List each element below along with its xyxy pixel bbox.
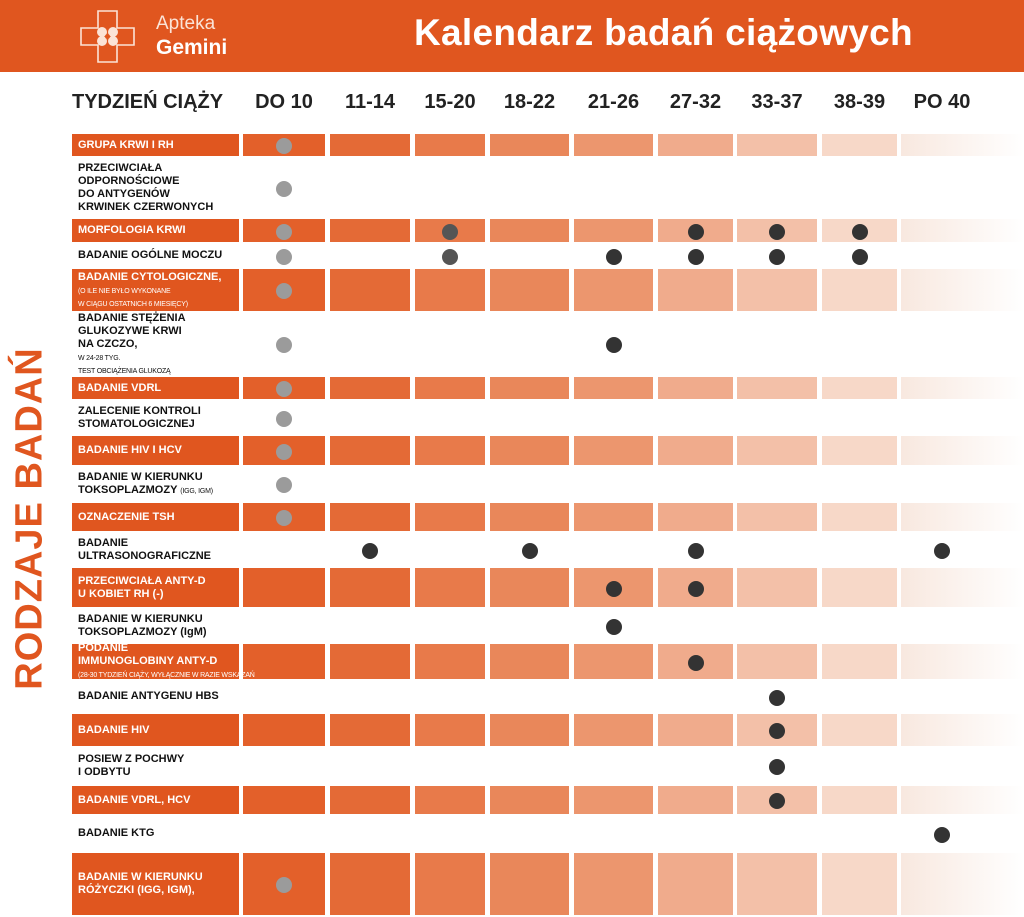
exam-row <box>0 786 1024 816</box>
exam-name: OZNACZENIE TSH <box>78 510 175 523</box>
exam-row <box>0 158 1024 219</box>
week-cell <box>490 786 569 814</box>
week-cell <box>415 269 485 311</box>
exam-label <box>72 134 239 156</box>
exam-label <box>72 313 239 375</box>
exam-note: (28-30 TYDZIEŃ CIĄŻY, WYŁĄCZNIE W RAZIE WSKAZAŃ <box>78 672 255 679</box>
exam-row <box>0 568 1024 609</box>
header-bar <box>0 0 1024 72</box>
exam-marker-dot <box>276 249 292 265</box>
exam-name: BADANIE VDRL <box>78 381 162 394</box>
exam-name: BADANIE W KIERUNKU TOKSOPLAZMOZY <box>78 471 203 496</box>
week-cell <box>658 853 733 915</box>
exam-marker-dot <box>606 581 622 597</box>
column-header: 15-20 <box>424 91 476 113</box>
exam-marker-dot <box>276 337 292 353</box>
week-cell <box>415 644 485 679</box>
exam-marker-dot <box>769 224 785 240</box>
column-header: 18-22 <box>503 91 556 113</box>
week-cell <box>330 503 410 531</box>
week-cell <box>737 644 817 679</box>
week-cell <box>658 786 733 814</box>
exam-name: BADANIE HIV <box>78 723 150 736</box>
week-cell <box>658 503 733 531</box>
exam-name: PODANIE IMMUNOGLOBINY ANTY-D <box>78 642 218 667</box>
week-cell <box>415 568 485 607</box>
week-cell <box>737 377 817 399</box>
side-label: RODZAJE BADAŃ <box>8 347 51 690</box>
exam-row <box>0 467 1024 503</box>
week-cell <box>415 436 485 465</box>
week-cell <box>901 568 1024 607</box>
exam-name: BADANIE W KIERUNKU TOKSOPLAZMOZY (IgM) <box>78 612 207 638</box>
week-cell <box>822 786 897 814</box>
week-cell <box>490 269 569 311</box>
week-cell <box>490 568 569 607</box>
logo-text-bottom: Gemini <box>156 36 228 59</box>
week-cell <box>822 568 897 607</box>
exam-label <box>72 244 239 267</box>
week-cell <box>243 786 325 814</box>
exam-name: BADANIE STĘŻENIA GLUKOZYWE KRWI NA CZCZO, <box>78 311 186 350</box>
week-cell <box>901 219 1024 242</box>
week-cell <box>330 134 410 156</box>
week-cell <box>330 714 410 746</box>
exam-name: POSIEW Z POCHWY I ODBYTU <box>78 753 185 778</box>
column-header: 11-14 <box>344 91 396 113</box>
exam-note: W 24-28 TYG. TEST OBCIĄŻENIA GLUKOZĄ <box>78 354 171 375</box>
exam-label <box>72 219 239 242</box>
exam-name: BADANIE ANTYGENU HBS <box>78 690 219 702</box>
week-cell <box>415 714 485 746</box>
week-cell <box>574 134 653 156</box>
week-cell <box>574 786 653 814</box>
exam-name: BADANIE W KIERUNKU RÓŻYCZKI (IGG, IGM), <box>78 871 203 896</box>
exam-name: PRZECIWCIAŁA ANTY-D U KOBIET RH (-) <box>78 574 206 600</box>
exam-label <box>72 377 239 399</box>
week-cell <box>658 436 733 465</box>
exam-label <box>72 642 255 679</box>
column-header: 27-32 <box>669 91 722 113</box>
week-cell <box>574 714 653 746</box>
week-cell <box>330 644 410 679</box>
pharmacy-cross-logo-icon <box>80 10 135 63</box>
week-cell <box>330 568 410 607</box>
exam-marker-dot <box>688 543 704 559</box>
week-cell <box>330 786 410 814</box>
week-cell <box>574 219 653 242</box>
week-cell <box>737 503 817 531</box>
exam-row <box>0 134 1024 158</box>
week-cell <box>490 219 569 242</box>
week-cell <box>822 503 897 531</box>
week-cell <box>901 436 1024 465</box>
exam-label <box>72 533 239 566</box>
exam-marker-dot <box>276 510 292 526</box>
week-cell <box>901 714 1024 746</box>
week-cell <box>490 503 569 531</box>
exam-marker-dot <box>362 543 378 559</box>
week-cell <box>901 853 1024 915</box>
exam-row <box>0 816 1024 853</box>
logo-text-top: Apteka <box>156 13 216 34</box>
week-column-header: TYDZIEŃ CIĄŻY <box>72 91 224 113</box>
exam-marker-dot <box>606 619 622 635</box>
exam-name: BADANIE VDRL, HCV <box>78 793 191 806</box>
week-cell <box>901 644 1024 679</box>
column-header: DO 10 <box>255 91 313 113</box>
week-cell <box>415 134 485 156</box>
exam-marker-dot <box>276 477 292 493</box>
exam-marker-dot <box>276 181 292 197</box>
exam-row <box>0 714 1024 748</box>
exam-marker-dot <box>769 690 785 706</box>
exam-name: BADANIE ULTRASONOGRAFICZNE <box>78 536 212 562</box>
week-cell <box>330 853 410 915</box>
week-cell <box>822 377 897 399</box>
week-cell <box>822 269 897 311</box>
exam-label <box>72 269 239 311</box>
exam-label <box>72 158 239 217</box>
exam-marker-dot <box>688 581 704 597</box>
week-cell <box>490 853 569 915</box>
column-header: 33-37 <box>751 91 803 113</box>
exam-marker-dot <box>688 249 704 265</box>
week-cell <box>822 134 897 156</box>
column-header: 38-39 <box>833 91 886 113</box>
week-cell <box>658 269 733 311</box>
week-cell <box>574 503 653 531</box>
exam-label <box>72 436 239 465</box>
exam-label <box>72 786 239 814</box>
exam-marker-dot <box>934 827 950 843</box>
exam-label <box>72 568 239 607</box>
exam-label <box>72 609 239 642</box>
week-cell <box>243 568 325 607</box>
exam-marker-dot <box>852 224 868 240</box>
exam-label <box>72 748 239 784</box>
exam-marker-dot <box>276 444 292 460</box>
exam-row <box>0 436 1024 467</box>
week-cell <box>658 134 733 156</box>
week-cell <box>737 853 817 915</box>
exam-marker-dot <box>606 337 622 353</box>
exam-row <box>0 269 1024 313</box>
week-cell <box>415 853 485 915</box>
exam-row <box>0 681 1024 714</box>
week-cell <box>658 714 733 746</box>
exam-row <box>0 853 1024 917</box>
week-cell <box>737 134 817 156</box>
exam-marker-dot <box>769 759 785 775</box>
exam-label <box>72 401 239 434</box>
exam-marker-dot <box>688 655 704 671</box>
exam-note: (O ILE NIE BYŁO WYKONANE W CIĄGU OSTATNICH 6 MIESIĘCY) <box>78 287 188 308</box>
column-header: PO 40 <box>913 91 971 113</box>
exam-row <box>0 748 1024 786</box>
exam-marker-dot <box>606 249 622 265</box>
exam-row <box>0 503 1024 533</box>
exam-label <box>72 467 239 501</box>
week-cell <box>243 714 325 746</box>
exam-marker-dot <box>934 543 950 559</box>
exam-marker-dot <box>769 249 785 265</box>
exam-label <box>72 853 239 915</box>
exam-name: BADANIE HIV I HCV <box>78 444 182 456</box>
exam-name: PRZECIWCIAŁA ODPORNOŚCIOWE DO ANTYGENÓW KRWINEK CZERWONYCH <box>78 161 214 213</box>
exam-label <box>72 681 239 712</box>
exam-marker-dot <box>276 411 292 427</box>
week-cell <box>490 436 569 465</box>
exam-label <box>72 816 239 851</box>
week-cell <box>822 644 897 679</box>
week-cell <box>737 269 817 311</box>
exam-marker-dot <box>276 283 292 299</box>
exam-row <box>0 244 1024 269</box>
week-cell <box>901 134 1024 156</box>
exam-marker-dot <box>276 138 292 154</box>
week-cell <box>574 269 653 311</box>
exam-name: BADANIE CYTOLOGICZNE, <box>78 270 222 283</box>
exam-label <box>72 503 239 531</box>
week-cell <box>822 853 897 915</box>
exam-marker-dot <box>769 793 785 809</box>
exam-marker-dot <box>852 249 868 265</box>
exam-name: BADANIE KTG <box>78 827 155 839</box>
week-cell <box>901 377 1024 399</box>
week-cell <box>330 219 410 242</box>
week-cell <box>490 714 569 746</box>
exam-marker-dot <box>688 224 704 240</box>
week-cell <box>574 377 653 399</box>
exam-marker-dot <box>442 224 458 240</box>
week-cell <box>822 714 897 746</box>
week-cell <box>658 377 733 399</box>
week-cell <box>574 436 653 465</box>
exam-row <box>0 313 1024 377</box>
exam-marker-dot <box>276 877 292 893</box>
exam-row <box>0 377 1024 401</box>
exam-name: GRUPA KRWI I RH <box>78 138 174 151</box>
week-cell <box>737 436 817 465</box>
week-cell <box>574 853 653 915</box>
week-cell <box>415 786 485 814</box>
exam-name: ZALECENIE KONTROLI STOMATOLOGICZNEJ <box>78 404 201 430</box>
week-cell <box>490 377 569 399</box>
exam-note: (IGG, IGM) <box>180 488 213 495</box>
page-title: Kalendarz badań ciążowych <box>414 12 913 53</box>
week-cell <box>415 503 485 531</box>
exam-row <box>0 401 1024 436</box>
exam-row <box>0 609 1024 644</box>
exam-label <box>72 714 239 746</box>
exam-row <box>0 219 1024 244</box>
exam-row <box>0 644 1024 681</box>
week-cell <box>901 269 1024 311</box>
week-cell <box>574 644 653 679</box>
exam-name: MORFOLOGIA KRWI <box>78 224 186 236</box>
week-cell <box>330 269 410 311</box>
exam-name: BADANIE OGÓLNE MOCZU <box>78 249 223 261</box>
exam-row <box>0 533 1024 568</box>
exam-marker-dot <box>276 224 292 240</box>
week-cell <box>330 377 410 399</box>
week-cell <box>330 436 410 465</box>
week-cell <box>822 436 897 465</box>
week-cell <box>737 568 817 607</box>
week-cell <box>490 644 569 679</box>
column-header: 21-26 <box>587 91 640 113</box>
week-cell <box>243 644 325 679</box>
exam-marker-dot <box>276 381 292 397</box>
week-cell <box>415 377 485 399</box>
exam-marker-dot <box>442 249 458 265</box>
exam-marker-dot <box>522 543 538 559</box>
week-cell <box>901 786 1024 814</box>
week-cell <box>901 503 1024 531</box>
week-cell <box>490 134 569 156</box>
exam-marker-dot <box>769 723 785 739</box>
